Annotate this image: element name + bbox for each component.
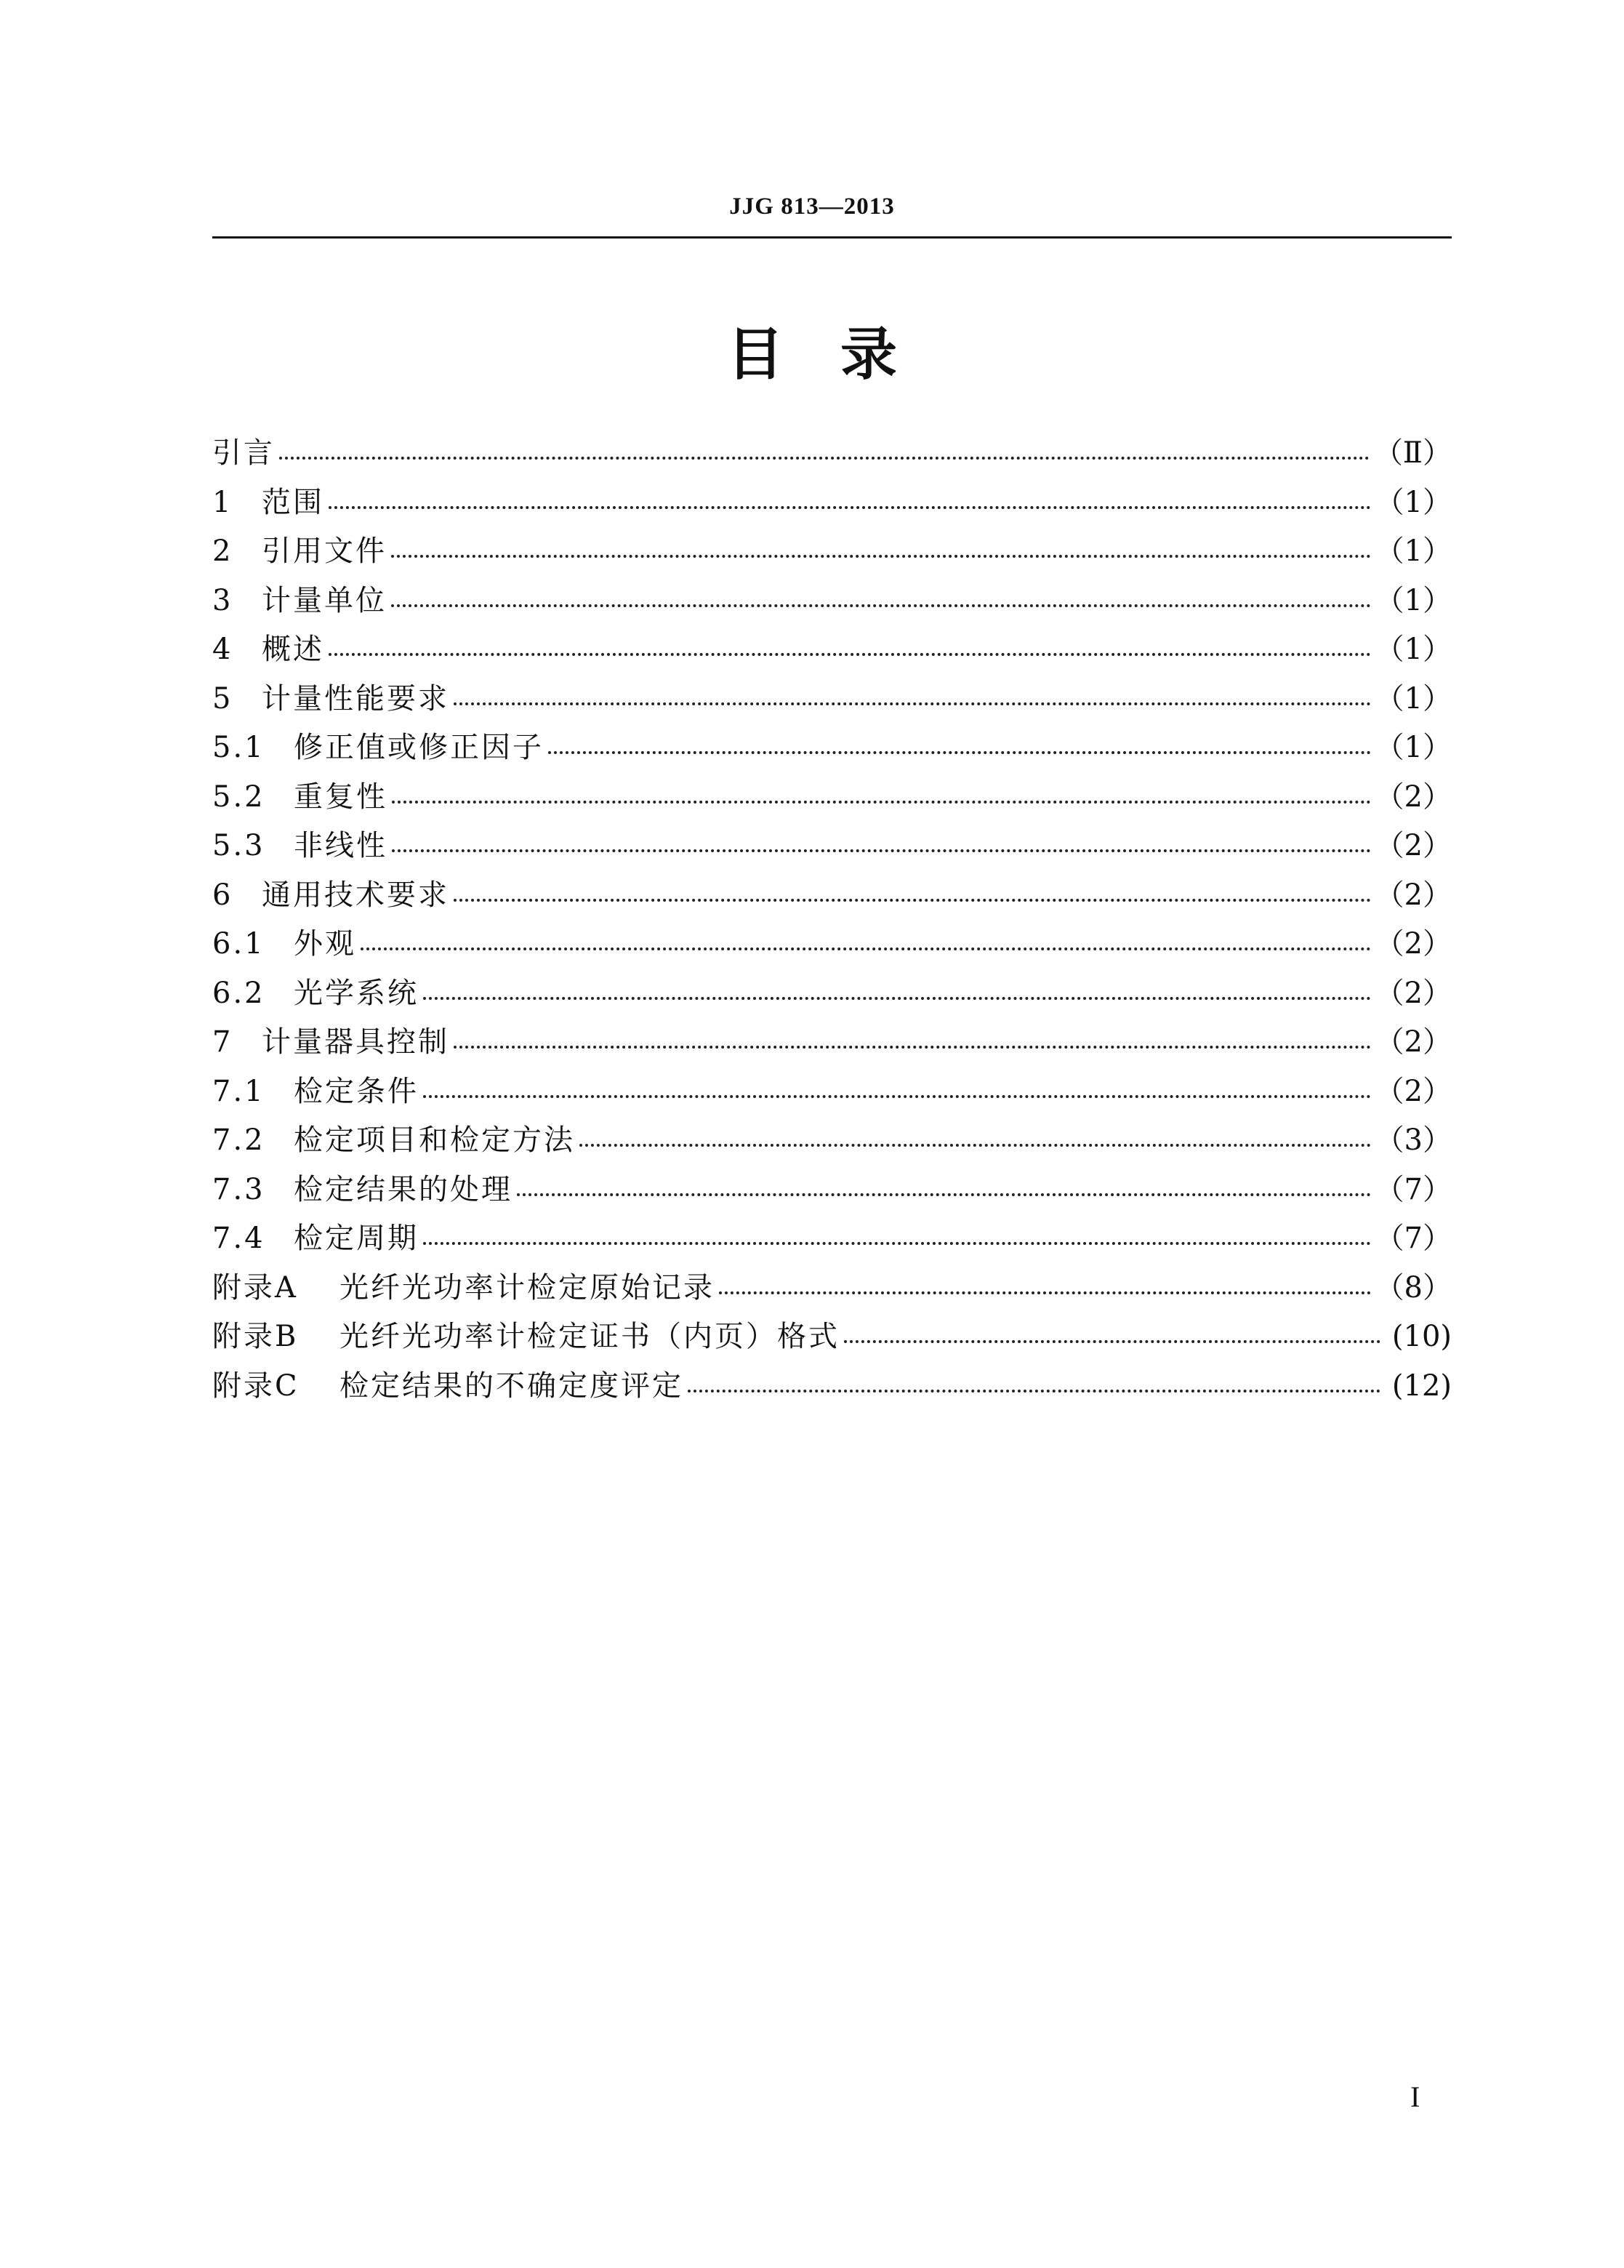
toc-entry-page: （2） (1375, 927, 1452, 961)
toc-entry-page: （2） (1375, 780, 1452, 814)
toc-entry-number: 5 (212, 681, 233, 716)
document-code: JJG 813—2013 (729, 193, 895, 220)
toc-entry-5-3[interactable] (212, 822, 1452, 871)
toc-entry-text: 检定条件 (294, 1074, 419, 1108)
toc-entry-text: 计量性能要求 (262, 681, 449, 716)
toc-entry-introduction[interactable] (212, 429, 1452, 478)
toc-entry-page: （1） (1375, 583, 1452, 617)
toc-entry-text: 计量器具控制 (262, 1025, 449, 1059)
dot-leader (391, 532, 1371, 561)
toc-entry-number: 7.4 (212, 1222, 265, 1255)
dot-leader (279, 433, 1370, 462)
toc-entry-6-2[interactable] (212, 969, 1452, 1019)
toc-entry-6-1[interactable] (212, 920, 1452, 969)
toc-entry-7-4[interactable] (212, 1214, 1452, 1264)
toc-entry-number: 1 (212, 485, 233, 519)
toc-entry-number: 3 (212, 583, 233, 617)
toc-entry-number: 附录C (212, 1369, 300, 1403)
toc-entry-page: （1） (1375, 731, 1452, 764)
toc-entry-page: （7） (1375, 1222, 1452, 1255)
toc-entry-number: 7.3 (212, 1172, 265, 1206)
toc-entry-5-2[interactable] (212, 773, 1452, 822)
dot-leader (454, 875, 1371, 905)
toc-entry-appendix-a[interactable] (212, 1264, 1452, 1313)
toc-entry-5[interactable] (212, 675, 1452, 724)
dot-leader (423, 1072, 1371, 1101)
toc-entry-2[interactable] (212, 527, 1452, 577)
dot-leader (329, 483, 1371, 512)
toc-entry-1[interactable] (212, 478, 1452, 528)
dot-leader (392, 777, 1371, 806)
toc-entry-5-1[interactable] (212, 724, 1452, 773)
toc-entry-number: 6.2 (212, 976, 265, 1010)
dot-leader (579, 1121, 1371, 1150)
dot-leader (454, 679, 1371, 708)
dot-leader (329, 630, 1371, 659)
toc-entry-text: 通用技术要求 (262, 878, 449, 912)
toc-entry-6[interactable] (212, 871, 1452, 921)
toc-entry-number: 7.1 (212, 1074, 265, 1108)
page-number: I (1410, 2080, 1420, 2113)
toc-entry-page: （1） (1375, 485, 1452, 519)
toc-entry-number: 2 (212, 534, 233, 568)
toc-entry-text: 范围 (262, 485, 324, 519)
dot-leader (423, 974, 1371, 1003)
toc-entry-4[interactable] (212, 625, 1452, 675)
dot-leader (517, 1170, 1371, 1199)
dot-leader (361, 924, 1371, 953)
toc-entry-text: 光纤光功率计检定原始记录 (339, 1270, 715, 1305)
toc-entry-number: 4 (212, 633, 233, 666)
toc-entry-7-2[interactable] (212, 1116, 1452, 1166)
toc-entry-text: 非线性 (294, 829, 387, 862)
dot-leader (719, 1268, 1371, 1297)
toc-entry-number: 6.1 (212, 927, 265, 961)
toc-entry-text: 检定结果的处理 (294, 1172, 512, 1206)
toc-entry-number: 5.3 (212, 829, 265, 862)
toc-entry-page: （Ⅱ） (1373, 436, 1452, 470)
dot-leader (548, 728, 1371, 757)
toc-entry-number: 附录B (212, 1320, 299, 1353)
toc-entry-page: （8） (1375, 1270, 1452, 1305)
dot-leader (844, 1317, 1380, 1346)
toc-entry-page: （2） (1375, 976, 1452, 1010)
toc-entry-page: （2） (1375, 1025, 1452, 1059)
toc-entry-7-3[interactable] (212, 1166, 1452, 1215)
toc-entry-page: （3） (1375, 1123, 1452, 1157)
toc-entry-number: 5.1 (212, 731, 265, 764)
toc-entry-page: （1） (1375, 633, 1452, 666)
toc-entry-text: 检定项目和检定方法 (294, 1123, 575, 1157)
dot-leader (392, 826, 1371, 855)
toc-entry-page: （2） (1375, 878, 1452, 912)
toc-entry-page: （7） (1375, 1172, 1452, 1206)
toc-entry-page: (10) (1391, 1320, 1452, 1353)
toc-entry-page: （1） (1375, 681, 1452, 716)
toc-entry-number: 6 (212, 878, 233, 912)
header-rule (212, 236, 1452, 239)
toc-entry-number: 7 (212, 1025, 233, 1059)
toc-entry-page: （2） (1375, 829, 1452, 862)
toc-entry-text: 修正值或修正因子 (294, 731, 544, 764)
toc-list (212, 429, 1452, 1411)
toc-entry-text: 概述 (262, 633, 324, 666)
toc-entry-text: 重复性 (294, 780, 387, 814)
toc-entry-appendix-c[interactable] (212, 1362, 1452, 1411)
toc-entry-number: 7.2 (212, 1123, 265, 1157)
dot-leader (423, 1219, 1371, 1248)
toc-entry-number: 附录A (212, 1270, 298, 1305)
toc-entry-page: (12) (1391, 1369, 1452, 1403)
toc-title: 目 录 (726, 322, 897, 388)
toc-entry-number: 5.2 (212, 780, 265, 814)
toc-entry-text: 检定周期 (294, 1222, 419, 1255)
toc-entry-text: 计量单位 (262, 583, 387, 617)
toc-entry-page: （2） (1375, 1074, 1452, 1108)
toc-entry-text: 光纤光功率计检定证书（内页）格式 (339, 1320, 840, 1353)
toc-entry-text: 引用文件 (262, 534, 387, 568)
toc-entry-appendix-b[interactable] (212, 1313, 1452, 1362)
toc-entry-text: 外观 (294, 927, 356, 961)
toc-entry-3[interactable] (212, 577, 1452, 626)
toc-entry-text: 引言 (212, 436, 275, 470)
toc-entry-text: 检定结果的不确定度评定 (339, 1369, 683, 1403)
toc-entry-text: 光学系统 (294, 976, 419, 1010)
dot-leader (454, 1022, 1371, 1051)
toc-entry-page: （1） (1375, 534, 1452, 568)
toc-entry-7-1[interactable] (212, 1067, 1452, 1117)
dot-leader (391, 581, 1371, 610)
toc-entry-7[interactable] (212, 1018, 1452, 1067)
dot-leader (688, 1366, 1380, 1395)
